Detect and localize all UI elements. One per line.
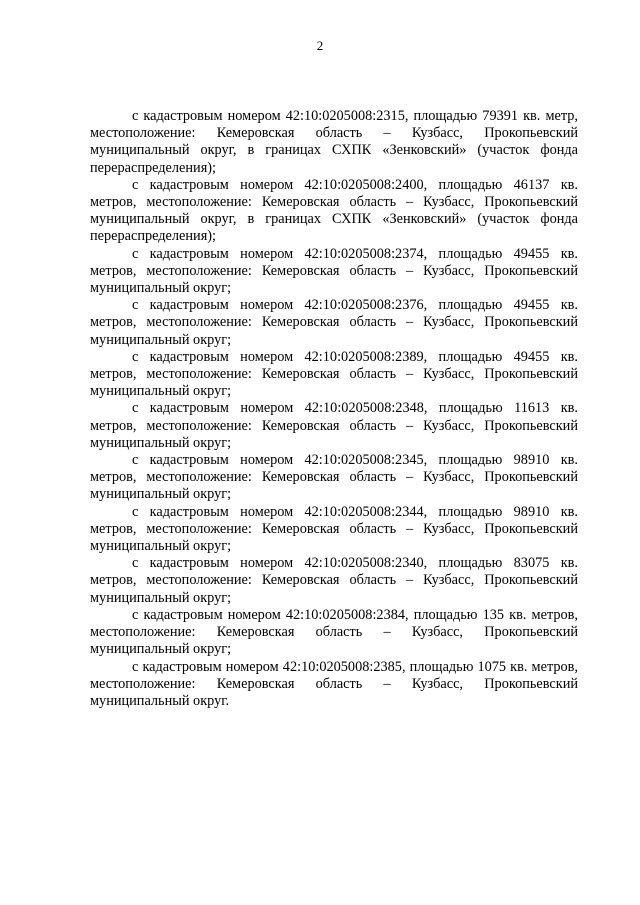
paragraph: с кадастровым номером 42:10:0205008:2400, площадью 46137 кв. метров, местоположение: Кемеровская область – Кузбасс, Прокопьевский муниципальный округ, в границах СХПК «Зенковский» (участок фонда перераспределения); xyxy=(90,176,578,245)
paragraph: с кадастровым номером 42:10:0205008:2385, площадью 1075 кв. метров, местоположение: Кемеровская область – Кузбасс, Прокопьевский муниципальный округ. xyxy=(90,658,578,709)
page-number: 2 xyxy=(316,38,324,53)
paragraph: с кадастровым номером 42:10:0205008:2344, площадью 98910 кв. метров, местоположение: Кемеровская область – Кузбасс, Прокопьевский муниципальный округ; xyxy=(90,503,578,555)
paragraph: с кадастровым номером 42:10:0205008:2340, площадью 83075 кв. метров, местоположение: Кемеровская область – Кузбасс, Прокопьевский муниципальный округ; xyxy=(90,555,578,606)
paragraph: с кадастровым номером 42:10:0205008:2345, площадью 98910 кв. метров, местоположение: Кемеровская область – Кузбасс, Прокопьевский муниципальный округ; xyxy=(90,452,578,503)
document-body xyxy=(90,108,578,710)
paragraph: с кадастровым номером 42:10:0205008:2348, площадью 11613 кв. метров, местоположение: Кемеровская область – Кузбасс, Прокопьевский муниципальный округ; xyxy=(90,400,578,451)
paragraph: с кадастровым номером 42:10:0205008:2389, площадью 49455 кв. метров, местоположение: Кемеровская область – Кузбасс, Прокопьевский муниципальный округ; xyxy=(90,348,578,400)
paragraph: с кадастровым номером 42:10:0205008:2315, площадью 79391 кв. метр, местоположение: Кемеровская область – Кузбасс, Прокопьевский муниципальный округ, в границах СХПК «Зенковский» (участок фонда перераспределения); xyxy=(90,108,578,176)
paragraph: с кадастровым номером 42:10:0205008:2384, площадью 135 кв. метров, местоположение: Кемеровская область – Кузбасс, Прокопьевский муниципальный округ; xyxy=(90,606,578,658)
paragraph: с кадастровым номером 42:10:0205008:2374, площадью 49455 кв. метров, местоположение: Кемеровская область – Кузбасс, Прокопьевский муниципальный округ; xyxy=(90,245,578,297)
paragraph: с кадастровым номером 42:10:0205008:2376, площадью 49455 кв. метров, местоположение: Кемеровская область – Кузбасс, Прокопьевский муниципальный округ; xyxy=(90,297,578,348)
